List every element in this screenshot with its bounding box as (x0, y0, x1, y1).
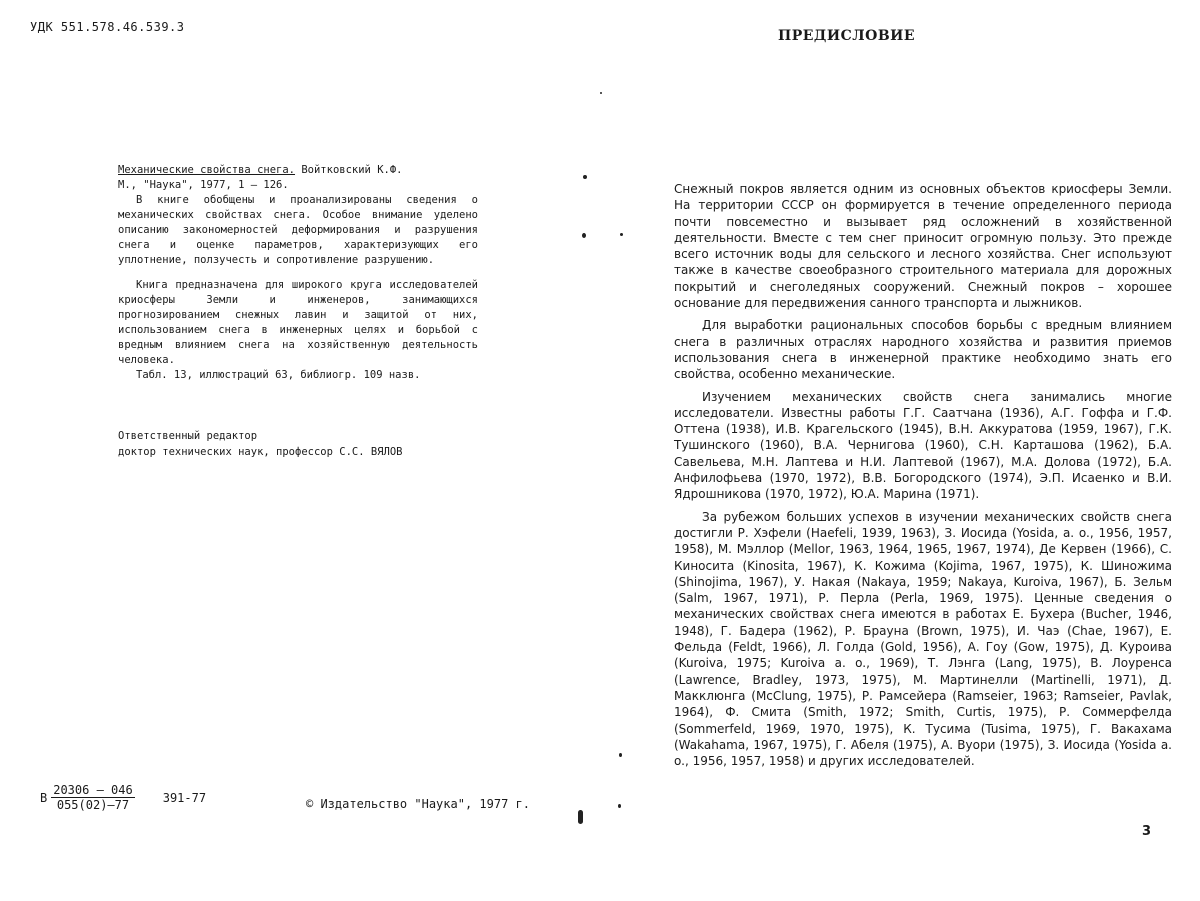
preface-paragraph: Снежный покров является одним из основных объектов криосферы Земли. На территории СССР он формируется в течение определенного периода почти повсеместно и вызывает ряд осложнений в хозяйственной деятельности. Вместе с тем снег приносит огромную пользу. Это прежде всего источник воды для сельского и лесного хозяйства. Снег используют также в качестве своеобразного строительного материала для дорожных покрытий и снеголедяных сооружений. Снежный покров – хорошее основание для передвижения санного транспорта и лыжников. (674, 182, 1172, 311)
scan-speck (620, 233, 623, 236)
code-suffix: 391-77 (162, 790, 207, 805)
abstract-tables-count: Табл. 13, иллюстраций 63, библиогр. 109 назв. (136, 369, 421, 381)
abstract-paragraph: Книга предназначена для широкого круга исследователей криосферы Земли и инженеров, занимающихся прогнозированием снежных лавин и защитой от них, использованием снега в инженерных целях и борьбой с вредным влиянием снега на хозяйственную деятельность человека. (118, 279, 478, 366)
publication-code (40, 783, 206, 812)
code-prefix: В (40, 790, 48, 805)
preface-paragraph: За рубежом больших успехов в изучении механических свойств снега достигли Р. Хэфели (Haefeli, 1939, 1963), З. Иосида (Yosida, a. o., 1956, 1957, 1958), М. Мэллор (Mellor, 1963, 1964, 1965, 1967, 1974), Де Кервен (1966), С. Киносита (Kinosita, 1967), К. Кожима (Kojima, 1967, 1975), К. Шиножима (Shinojima, 1967), У. Накая (Nakaya, 1959; Nakaya, Kuroiva, 1967), Б. Зельм (Salm, 1967, 1971), Р. Перла (Perla, 1969, 1975). Ценные сведения о механических свойствах снега имеются в работах Е. Бухера (Bucher, 1946, 1948), Г. Бадера (1962), Р. Брауна (Brown, 1975), И. Чаэ (Chae, 1967), Е. Фельда (Feldt, 1966), Л. Голда (Gold, 1956), А. Гоу (Gow, 1975), Д. Куроива (Kuroiva, 1975; Kuroiva a. o., 1969), Т. Лэнга (Lang, 1975), В. Лоуренса (Lawrence, Bradley, 1973, 1975), М. Мартинелли (Martinelli, 1971), Д. Макклюнга (McClung, 1975), Р. Рамсейера (Ramseier, 1963; Ramseier, Pavlak, 1964), Ф. Смита (Smith, 1972; Smith, Curtis, 1975), Р. Соммерфелда (Sommerfeld, 1969, 1970, 1975), К. Тусима (Tusima, 1975), Г. Вакахама (Wakahama, 1967, 1975), Г. Абеля (1975), А. Вуори (1975), З. Иосида (Yosida a. o., 1956, 1957, 1958) и других исследователей. (674, 509, 1172, 769)
code-denominator: 055(02)–77 (56, 798, 130, 812)
scan-speck (578, 810, 583, 824)
scan-speck (600, 92, 602, 94)
udk-code: УДК 551.578.46.539.3 (30, 20, 185, 34)
citation-author: Войтковский К.Ф. (301, 164, 403, 176)
citation-publisher: М., "Наука", 1977, 1 – 126. (118, 179, 289, 191)
code-fraction (51, 783, 134, 812)
abstract-paragraph: В книге обобщены и проанализированы сведения о механических свойствах снега. Особое внимание уделено описанию закономерностей деформирования и разрушения снега и оценке параметров, характеризующих его уплотнение, ползучесть и сопротивление разрушению. (118, 194, 478, 266)
scan-speck (582, 233, 586, 238)
scan-speck (583, 175, 587, 179)
editor-block (118, 428, 402, 460)
preface-body (674, 181, 1172, 775)
code-numerator: 20306 – 046 (53, 783, 133, 797)
scan-speck (619, 753, 622, 757)
preface-paragraph: Для выработки рациональных способов борьбы с вредным влиянием снега в различных отраслях народного хозяйства и развития приемов использования снега в инженерной практике необходимо знать его свойства, особенно механические. (674, 318, 1172, 382)
page-title: ПРЕДИСЛОВИЕ (778, 28, 916, 44)
citation-title: Механические свойства снега. (118, 164, 296, 176)
citation (118, 163, 478, 193)
copyright: © Издательство "Наука", 1977 г. (306, 797, 530, 811)
bibliographic-abstract (118, 163, 478, 383)
preface-paragraph: Изучением механических свойств снега занимались многие исследователи. Известны работы Г.Г. Саатчана (1936), А.Г. Гоффа и Г.Ф. Оттена (1938), И.В. Крагельского (1945), В.Н. Аккуратова (1959, 1967), Г.К. Тушинского (1960), В.А. Чернигова (1960), С.Н. Карташова (1962), Б.А. Савельева, М.Н. Лаптева и Н.И. Лаптевой (1967), М.А. Долова (1972), Б.А. Анфилофьева (1970, 1972), В.В. Богородского (1974), Э.П. Исаенко и В.И. Ядрошникова (1970, 1972), Ю.А. Марина (1971). (674, 389, 1172, 502)
page-number: 3 (1142, 824, 1152, 839)
editor-role: Ответственный редактор (118, 430, 258, 442)
editor-name: доктор технических наук, профессор С.С. ВЯЛОВ (118, 446, 403, 458)
scan-speck (618, 804, 621, 808)
